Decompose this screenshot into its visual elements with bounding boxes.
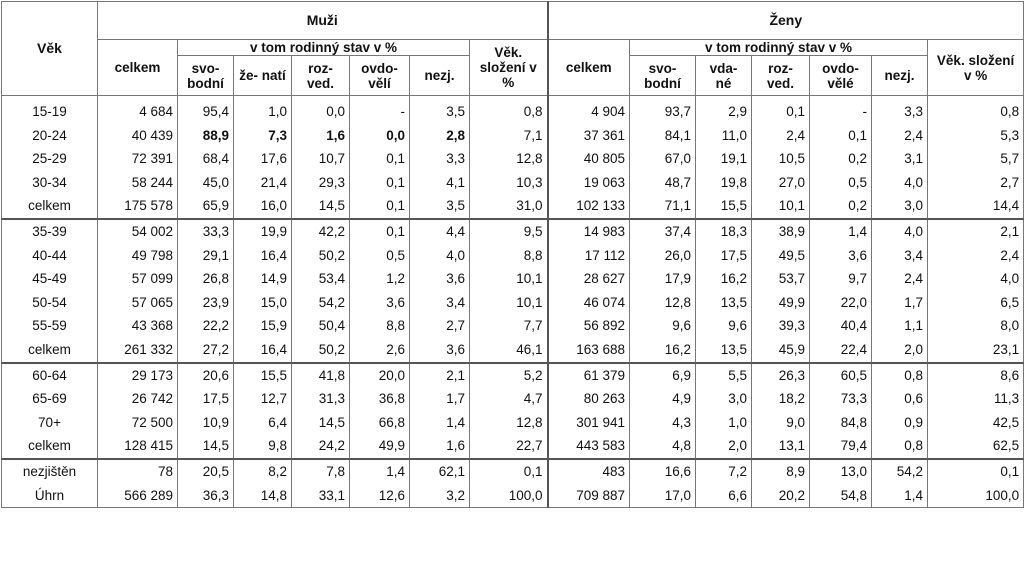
age-cell: celkem bbox=[2, 338, 98, 363]
men-cell: 53,4 bbox=[292, 267, 350, 291]
age-cell: 35-39 bbox=[2, 219, 98, 244]
men-cell: 45,0 bbox=[178, 171, 234, 195]
women-cell: 46 074 bbox=[548, 291, 630, 315]
men-cell: 8,2 bbox=[234, 459, 292, 484]
women-col-4: nezj. bbox=[872, 56, 928, 96]
men-cell: 100,0 bbox=[470, 484, 548, 508]
table-row bbox=[2, 124, 1024, 148]
men-cell: 72 391 bbox=[98, 147, 178, 171]
women-cell: 0,8 bbox=[928, 96, 1024, 124]
men-cell: 50,2 bbox=[292, 338, 350, 363]
women-cell: 79,4 bbox=[810, 434, 872, 459]
men-cell: 566 289 bbox=[98, 484, 178, 508]
men-cell: 33,3 bbox=[178, 219, 234, 244]
women-cell: 16,2 bbox=[630, 338, 696, 363]
bold-value: 7,3 bbox=[268, 127, 287, 143]
women-cell: 38,9 bbox=[752, 219, 810, 244]
table-row bbox=[2, 147, 1024, 171]
men-cell: 4 684 bbox=[98, 96, 178, 124]
men-cell: 26,8 bbox=[178, 267, 234, 291]
age-cell: 60-64 bbox=[2, 363, 98, 388]
women-cell: 17,5 bbox=[696, 244, 752, 268]
men-cell: 0,8 bbox=[470, 96, 548, 124]
header-m-vek-slozeni: Věk. složení v % bbox=[470, 40, 548, 96]
men-cell: 3,5 bbox=[410, 96, 470, 124]
men-cell: 26 742 bbox=[98, 387, 178, 411]
men-col-2: roz- ved. bbox=[292, 56, 350, 96]
women-cell: 23,1 bbox=[928, 338, 1024, 363]
women-cell: 1,7 bbox=[872, 291, 928, 315]
women-cell: 301 941 bbox=[548, 411, 630, 435]
women-cell: 80 263 bbox=[548, 387, 630, 411]
men-cell: 42,2 bbox=[292, 219, 350, 244]
men-cell: 6,4 bbox=[234, 411, 292, 435]
women-cell: 15,5 bbox=[696, 194, 752, 219]
women-col-1: vda- né bbox=[696, 56, 752, 96]
women-cell: 0,5 bbox=[810, 171, 872, 195]
men-cell: 12,7 bbox=[234, 387, 292, 411]
table-row bbox=[2, 291, 1024, 315]
women-cell: 2,0 bbox=[696, 434, 752, 459]
men-cell: 22,2 bbox=[178, 314, 234, 338]
women-cell: 42,5 bbox=[928, 411, 1024, 435]
women-cell: 2,9 bbox=[696, 96, 752, 124]
men-cell: 54 002 bbox=[98, 219, 178, 244]
women-cell: 2,0 bbox=[872, 338, 928, 363]
women-cell: 163 688 bbox=[548, 338, 630, 363]
women-cell: 49,5 bbox=[752, 244, 810, 268]
header-muzi: Muži bbox=[98, 2, 548, 40]
women-cell: - bbox=[810, 96, 872, 124]
men-cell: 33,1 bbox=[292, 484, 350, 508]
men-cell: 40 439 bbox=[98, 124, 178, 148]
women-cell: 14 983 bbox=[548, 219, 630, 244]
women-cell: 6,6 bbox=[696, 484, 752, 508]
men-cell: 0,1 bbox=[350, 219, 410, 244]
age-cell: celkem bbox=[2, 194, 98, 219]
women-cell: 4,0 bbox=[928, 267, 1024, 291]
women-cell: 102 133 bbox=[548, 194, 630, 219]
men-cell: 50,2 bbox=[292, 244, 350, 268]
header-z-rodinny-stav: v tom rodinný stav v % bbox=[630, 40, 928, 56]
men-cell: 0,1 bbox=[350, 194, 410, 219]
women-cell: 45,9 bbox=[752, 338, 810, 363]
men-cell: 7,7 bbox=[470, 314, 548, 338]
men-cell: 1,4 bbox=[350, 459, 410, 484]
men-cell: 8,8 bbox=[470, 244, 548, 268]
table-row bbox=[2, 484, 1024, 508]
men-cell: 3,4 bbox=[410, 291, 470, 315]
men-cell bbox=[234, 124, 292, 148]
women-cell: 13,5 bbox=[696, 338, 752, 363]
bold-value: 88,9 bbox=[202, 127, 229, 143]
women-cell: 6,9 bbox=[630, 363, 696, 388]
men-cell: 41,8 bbox=[292, 363, 350, 388]
men-cell: 72 500 bbox=[98, 411, 178, 435]
men-cell: 16,4 bbox=[234, 338, 292, 363]
table-row bbox=[2, 363, 1024, 388]
men-col-1: že- natí bbox=[234, 56, 292, 96]
women-cell: 48,7 bbox=[630, 171, 696, 195]
women-cell: 49,9 bbox=[752, 291, 810, 315]
men-cell: 1,4 bbox=[410, 411, 470, 435]
men-cell: 175 578 bbox=[98, 194, 178, 219]
men-cell: 2,7 bbox=[410, 314, 470, 338]
women-cell: 2,4 bbox=[928, 244, 1024, 268]
age-cell: 55-59 bbox=[2, 314, 98, 338]
men-cell: 9,8 bbox=[234, 434, 292, 459]
men-cell bbox=[178, 124, 234, 148]
women-cell: 17 112 bbox=[548, 244, 630, 268]
age-cell: 30-34 bbox=[2, 171, 98, 195]
women-cell: 4,9 bbox=[630, 387, 696, 411]
women-cell: 53,7 bbox=[752, 267, 810, 291]
women-cell: 37 361 bbox=[548, 124, 630, 148]
men-cell: 4,4 bbox=[410, 219, 470, 244]
men-cell: 20,6 bbox=[178, 363, 234, 388]
women-cell: 26,3 bbox=[752, 363, 810, 388]
men-col-4: nezj. bbox=[410, 56, 470, 96]
men-cell: 0,0 bbox=[292, 96, 350, 124]
women-cell: 7,2 bbox=[696, 459, 752, 484]
women-cell: 20,2 bbox=[752, 484, 810, 508]
age-cell: 20-24 bbox=[2, 124, 98, 148]
men-col-3: ovdo- vělí bbox=[350, 56, 410, 96]
women-cell: 6,5 bbox=[928, 291, 1024, 315]
table-row bbox=[2, 194, 1024, 219]
men-cell: 3,6 bbox=[410, 338, 470, 363]
women-col-0: svo- bodní bbox=[630, 56, 696, 96]
men-cell: 3,2 bbox=[410, 484, 470, 508]
men-cell: 9,5 bbox=[470, 219, 548, 244]
men-cell: 14,5 bbox=[292, 194, 350, 219]
bold-value: 1,6 bbox=[326, 127, 345, 143]
women-cell: 3,0 bbox=[696, 387, 752, 411]
women-cell: 2,4 bbox=[872, 267, 928, 291]
men-cell: 10,3 bbox=[470, 171, 548, 195]
men-cell: 78 bbox=[98, 459, 178, 484]
women-cell: 4,8 bbox=[630, 434, 696, 459]
men-cell: 27,2 bbox=[178, 338, 234, 363]
women-cell: 0,8 bbox=[872, 363, 928, 388]
header-m-rodinny-stav: v tom rodinný stav v % bbox=[178, 40, 470, 56]
women-cell: 8,0 bbox=[928, 314, 1024, 338]
women-cell: 18,3 bbox=[696, 219, 752, 244]
table-row bbox=[2, 219, 1024, 244]
men-cell: 66,8 bbox=[350, 411, 410, 435]
women-cell: 0,9 bbox=[872, 411, 928, 435]
women-cell: 84,1 bbox=[630, 124, 696, 148]
men-cell: 15,5 bbox=[234, 363, 292, 388]
women-cell: 14,4 bbox=[928, 194, 1024, 219]
women-cell: 0,6 bbox=[872, 387, 928, 411]
women-cell: 18,2 bbox=[752, 387, 810, 411]
women-cell: 9,6 bbox=[696, 314, 752, 338]
women-cell: 19,1 bbox=[696, 147, 752, 171]
age-cell: 25-29 bbox=[2, 147, 98, 171]
women-cell: 28 627 bbox=[548, 267, 630, 291]
age-cell: 70+ bbox=[2, 411, 98, 435]
women-cell: 54,2 bbox=[872, 459, 928, 484]
age-cell: 15-19 bbox=[2, 96, 98, 124]
header-z-vek-slozeni: Věk. složení v % bbox=[928, 40, 1024, 96]
age-cell: 65-69 bbox=[2, 387, 98, 411]
men-cell: 3,6 bbox=[350, 291, 410, 315]
men-cell: 29,1 bbox=[178, 244, 234, 268]
women-cell: 9,7 bbox=[810, 267, 872, 291]
women-cell: 40 805 bbox=[548, 147, 630, 171]
bold-value: 2,8 bbox=[446, 127, 465, 143]
women-cell: 84,8 bbox=[810, 411, 872, 435]
women-cell: 3,6 bbox=[810, 244, 872, 268]
women-cell: 2,4 bbox=[872, 124, 928, 148]
women-cell: 10,1 bbox=[752, 194, 810, 219]
men-cell: 16,4 bbox=[234, 244, 292, 268]
women-cell: 56 892 bbox=[548, 314, 630, 338]
women-cell: 4,0 bbox=[872, 171, 928, 195]
men-cell: 4,7 bbox=[470, 387, 548, 411]
women-cell: 0,8 bbox=[872, 434, 928, 459]
men-cell: 15,9 bbox=[234, 314, 292, 338]
men-cell: 17,6 bbox=[234, 147, 292, 171]
age-cell: celkem bbox=[2, 434, 98, 459]
women-cell: 9,6 bbox=[630, 314, 696, 338]
women-cell: 17,0 bbox=[630, 484, 696, 508]
men-cell: 19,9 bbox=[234, 219, 292, 244]
men-cell: 43 368 bbox=[98, 314, 178, 338]
men-cell bbox=[350, 124, 410, 148]
men-cell: 2,1 bbox=[410, 363, 470, 388]
women-col-2: roz- ved. bbox=[752, 56, 810, 96]
men-cell: 12,8 bbox=[470, 411, 548, 435]
table-row bbox=[2, 96, 1024, 124]
age-cell: 45-49 bbox=[2, 267, 98, 291]
women-cell: 54,8 bbox=[810, 484, 872, 508]
men-cell: 23,9 bbox=[178, 291, 234, 315]
men-cell: 4,0 bbox=[410, 244, 470, 268]
men-cell: 54,2 bbox=[292, 291, 350, 315]
men-cell: 12,6 bbox=[350, 484, 410, 508]
marital-status-table bbox=[1, 1, 1024, 508]
table-row bbox=[2, 338, 1024, 363]
women-cell: 2,7 bbox=[928, 171, 1024, 195]
women-cell: 27,0 bbox=[752, 171, 810, 195]
men-cell: 50,4 bbox=[292, 314, 350, 338]
men-cell: 20,5 bbox=[178, 459, 234, 484]
women-cell: 22,4 bbox=[810, 338, 872, 363]
men-cell: 0,5 bbox=[350, 244, 410, 268]
women-cell: 0,1 bbox=[810, 124, 872, 148]
women-cell: 5,3 bbox=[928, 124, 1024, 148]
men-cell: 3,3 bbox=[410, 147, 470, 171]
header-zeny: Ženy bbox=[548, 2, 1024, 40]
men-cell: 15,0 bbox=[234, 291, 292, 315]
women-cell: 12,8 bbox=[630, 291, 696, 315]
men-cell: 57 065 bbox=[98, 291, 178, 315]
men-cell: 14,5 bbox=[292, 411, 350, 435]
women-cell: 71,1 bbox=[630, 194, 696, 219]
men-cell: 7,1 bbox=[470, 124, 548, 148]
table-row bbox=[2, 459, 1024, 484]
men-cell: 14,9 bbox=[234, 267, 292, 291]
women-cell: 8,9 bbox=[752, 459, 810, 484]
men-cell: 261 332 bbox=[98, 338, 178, 363]
women-cell: 443 583 bbox=[548, 434, 630, 459]
women-cell: 19,8 bbox=[696, 171, 752, 195]
women-cell: 17,9 bbox=[630, 267, 696, 291]
women-cell: 709 887 bbox=[548, 484, 630, 508]
men-cell: 20,0 bbox=[350, 363, 410, 388]
women-cell: 16,2 bbox=[696, 267, 752, 291]
women-cell: 5,5 bbox=[696, 363, 752, 388]
men-cell: 95,4 bbox=[178, 96, 234, 124]
table-row bbox=[2, 267, 1024, 291]
women-cell: 9,0 bbox=[752, 411, 810, 435]
women-cell: 73,3 bbox=[810, 387, 872, 411]
men-cell: 57 099 bbox=[98, 267, 178, 291]
women-cell: 11,3 bbox=[928, 387, 1024, 411]
women-cell: 13,5 bbox=[696, 291, 752, 315]
women-cell: 62,5 bbox=[928, 434, 1024, 459]
women-cell: 37,4 bbox=[630, 219, 696, 244]
men-cell: 68,4 bbox=[178, 147, 234, 171]
men-cell: 1,0 bbox=[234, 96, 292, 124]
women-cell: 61 379 bbox=[548, 363, 630, 388]
men-cell: 8,8 bbox=[350, 314, 410, 338]
table-row bbox=[2, 171, 1024, 195]
age-cell: 50-54 bbox=[2, 291, 98, 315]
men-cell: 4,1 bbox=[410, 171, 470, 195]
men-cell: 1,6 bbox=[410, 434, 470, 459]
table-body bbox=[2, 96, 1024, 508]
header-z-celkem: celkem bbox=[548, 40, 630, 96]
men-cell bbox=[410, 124, 470, 148]
women-cell: 100,0 bbox=[928, 484, 1024, 508]
women-cell: 93,7 bbox=[630, 96, 696, 124]
men-cell: 7,8 bbox=[292, 459, 350, 484]
women-cell: 2,1 bbox=[928, 219, 1024, 244]
men-cell: 16,0 bbox=[234, 194, 292, 219]
women-cell: 1,0 bbox=[696, 411, 752, 435]
women-cell: 13,0 bbox=[810, 459, 872, 484]
women-cell: 483 bbox=[548, 459, 630, 484]
women-cell: 0,2 bbox=[810, 194, 872, 219]
women-cell: 5,7 bbox=[928, 147, 1024, 171]
men-cell: 36,3 bbox=[178, 484, 234, 508]
women-cell: 3,3 bbox=[872, 96, 928, 124]
women-cell: 2,4 bbox=[752, 124, 810, 148]
men-cell: 3,6 bbox=[410, 267, 470, 291]
men-cell: 58 244 bbox=[98, 171, 178, 195]
women-cell: 22,0 bbox=[810, 291, 872, 315]
women-cell: 4,3 bbox=[630, 411, 696, 435]
men-cell: 2,6 bbox=[350, 338, 410, 363]
men-cell: 3,5 bbox=[410, 194, 470, 219]
men-cell: 29,3 bbox=[292, 171, 350, 195]
age-cell: nezjištěn bbox=[2, 459, 98, 484]
table-row bbox=[2, 314, 1024, 338]
age-cell: 40-44 bbox=[2, 244, 98, 268]
men-cell: 17,5 bbox=[178, 387, 234, 411]
men-cell: 0,1 bbox=[350, 147, 410, 171]
table-row bbox=[2, 411, 1024, 435]
table-row bbox=[2, 244, 1024, 268]
women-cell: 13,1 bbox=[752, 434, 810, 459]
women-cell: 0,2 bbox=[810, 147, 872, 171]
men-cell: 46,1 bbox=[470, 338, 548, 363]
men-cell: 22,7 bbox=[470, 434, 548, 459]
women-cell: 67,0 bbox=[630, 147, 696, 171]
men-cell: 65,9 bbox=[178, 194, 234, 219]
women-col-3: ovdo- vělé bbox=[810, 56, 872, 96]
women-cell: 39,3 bbox=[752, 314, 810, 338]
table-row bbox=[2, 434, 1024, 459]
men-cell: 36,8 bbox=[350, 387, 410, 411]
women-cell: 1,4 bbox=[872, 484, 928, 508]
women-cell: 3,1 bbox=[872, 147, 928, 171]
women-cell: 40,4 bbox=[810, 314, 872, 338]
women-cell: 19 063 bbox=[548, 171, 630, 195]
age-cell: Úhrn bbox=[2, 484, 98, 508]
men-cell: 21,4 bbox=[234, 171, 292, 195]
men-cell: 10,1 bbox=[470, 267, 548, 291]
women-cell: 4,0 bbox=[872, 219, 928, 244]
men-cell: 5,2 bbox=[470, 363, 548, 388]
women-cell: 26,0 bbox=[630, 244, 696, 268]
men-cell: 31,3 bbox=[292, 387, 350, 411]
bold-value: 0,0 bbox=[386, 127, 405, 143]
women-cell: 0,1 bbox=[752, 96, 810, 124]
women-cell: 1,1 bbox=[872, 314, 928, 338]
women-cell: 4 904 bbox=[548, 96, 630, 124]
men-cell: 10,9 bbox=[178, 411, 234, 435]
men-cell: 10,7 bbox=[292, 147, 350, 171]
men-cell: - bbox=[350, 96, 410, 124]
women-cell: 16,6 bbox=[630, 459, 696, 484]
men-cell: 31,0 bbox=[470, 194, 548, 219]
men-cell: 1,2 bbox=[350, 267, 410, 291]
women-cell: 3,0 bbox=[872, 194, 928, 219]
women-cell: 11,0 bbox=[696, 124, 752, 148]
women-cell: 60,5 bbox=[810, 363, 872, 388]
men-cell: 14,8 bbox=[234, 484, 292, 508]
men-cell: 24,2 bbox=[292, 434, 350, 459]
women-cell: 10,5 bbox=[752, 147, 810, 171]
men-cell: 29 173 bbox=[98, 363, 178, 388]
men-cell: 62,1 bbox=[410, 459, 470, 484]
women-cell: 1,4 bbox=[810, 219, 872, 244]
men-cell: 128 415 bbox=[98, 434, 178, 459]
men-cell: 1,7 bbox=[410, 387, 470, 411]
men-cell bbox=[292, 124, 350, 148]
men-cell: 49 798 bbox=[98, 244, 178, 268]
header-vek: Věk bbox=[2, 2, 98, 96]
men-cell: 10,1 bbox=[470, 291, 548, 315]
men-cell: 14,5 bbox=[178, 434, 234, 459]
header-m-celkem: celkem bbox=[98, 40, 178, 96]
men-cell: 12,8 bbox=[470, 147, 548, 171]
women-cell: 0,1 bbox=[928, 459, 1024, 484]
table-row bbox=[2, 387, 1024, 411]
women-cell: 8,6 bbox=[928, 363, 1024, 388]
men-cell: 0,1 bbox=[350, 171, 410, 195]
men-cell: 49,9 bbox=[350, 434, 410, 459]
women-cell: 3,4 bbox=[872, 244, 928, 268]
men-col-0: svo- bodní bbox=[178, 56, 234, 96]
men-cell: 0,1 bbox=[470, 459, 548, 484]
